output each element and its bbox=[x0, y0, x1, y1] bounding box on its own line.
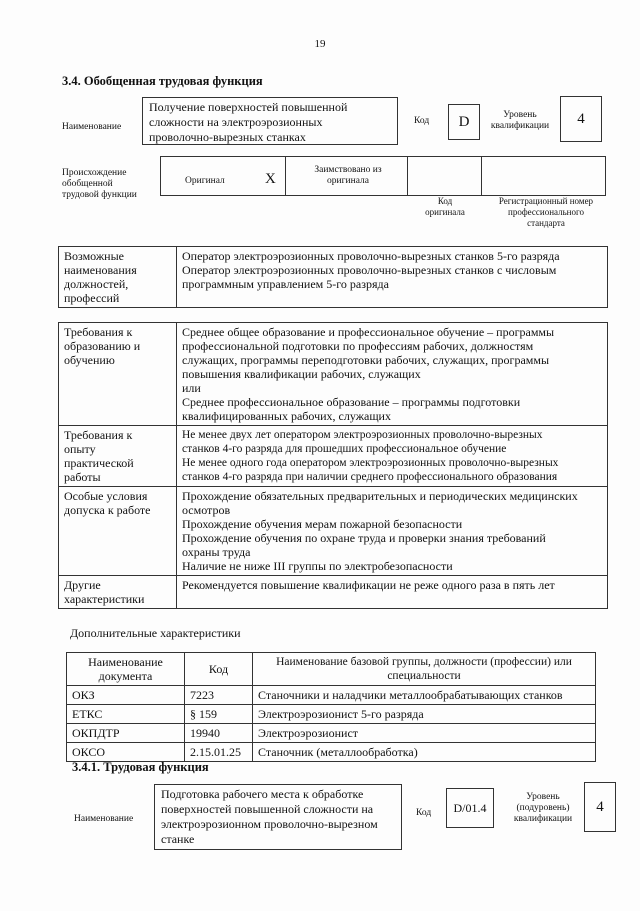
value-line: Прохождение обучения по охране труда и проверки знания требований bbox=[182, 531, 546, 545]
caption-line: оригинала bbox=[425, 207, 465, 217]
level-label-line: Уровень bbox=[526, 792, 560, 802]
label-line: профессий bbox=[64, 291, 120, 305]
professions-table bbox=[58, 246, 608, 308]
label-line: Требования к bbox=[64, 325, 133, 339]
value-line: Оператор электроэрозионных проволочно-вырезных станков 5-го разряда bbox=[182, 249, 560, 263]
label-line: характеристики bbox=[64, 592, 145, 606]
value-line: Наличие не ниже III группы по электробезопасности bbox=[182, 559, 453, 573]
value-line: Среднее профессиональное образование – программы подготовки bbox=[182, 395, 521, 409]
education-label bbox=[59, 323, 177, 426]
value-line: станков 4-го разряда для прошедших профессиональное обучение bbox=[182, 443, 507, 455]
professions-label bbox=[59, 247, 177, 308]
label-line: образованию и bbox=[64, 339, 141, 353]
value-line: Прохождение обучения мерам пожарной безопасности bbox=[182, 517, 463, 531]
table-row bbox=[59, 247, 608, 308]
cell-code: 2.15.01.25 bbox=[185, 743, 253, 762]
level-value: 4 bbox=[584, 782, 616, 832]
code-original-caption bbox=[410, 196, 480, 218]
function-name-line: сложности на электроэрозионных bbox=[149, 115, 323, 129]
label-line: Требования к bbox=[64, 428, 133, 442]
caption-line: Код bbox=[437, 196, 453, 206]
cell-name: Электроэрозионист 5-го разряда bbox=[253, 705, 596, 724]
value-line: Не менее двух лет оператором электроэрозионных проволочно-вырезных bbox=[182, 429, 543, 441]
table-row bbox=[59, 323, 608, 426]
value-line: профессиональной подготовки по профессиям рабочих, должностям bbox=[182, 339, 534, 353]
admission-label bbox=[59, 487, 177, 576]
value-line: повышения квалификации рабочих, служащих bbox=[182, 367, 421, 381]
cell-name: Станочники и наладчики металлообрабатывающих станков bbox=[253, 686, 596, 705]
origin-label-line: обобщенной bbox=[62, 179, 113, 189]
origin-label bbox=[62, 168, 137, 201]
borrowed-label-line: оригинала bbox=[327, 176, 369, 186]
cell-doc: ОКСО bbox=[67, 743, 185, 762]
value-line: Прохождение обязательных предварительных и периодических медицинских bbox=[182, 489, 578, 503]
experience-value bbox=[177, 426, 608, 487]
code-value: D bbox=[448, 104, 480, 140]
level-label-line: (подуровень) bbox=[516, 803, 570, 813]
name-label: Наименование bbox=[74, 814, 134, 824]
value-line: Среднее общее образование и профессиональное обучение – программы bbox=[182, 325, 555, 339]
education-value bbox=[177, 323, 608, 426]
value-line: Не менее одного года оператором электроэрозионных проволочно-вырезных bbox=[182, 457, 559, 469]
code-value: D/01.4 bbox=[446, 788, 494, 828]
value-line: программным управлением 5-го разряда bbox=[182, 277, 389, 291]
level-label-line: квалификации bbox=[513, 814, 573, 824]
function-name-line: поверхностей повышенной сложности на bbox=[161, 802, 374, 816]
original-label: Оригинал bbox=[185, 176, 225, 186]
header-doc bbox=[67, 653, 185, 686]
label-line: Возможные bbox=[64, 249, 124, 263]
labor-function-name-box bbox=[154, 784, 402, 850]
value-line: станков 4-го разряда при наличии среднего профессионального образования bbox=[182, 471, 558, 483]
code-label: Код bbox=[414, 116, 430, 126]
label-line: наименования bbox=[64, 263, 137, 277]
value-line: охраны труда bbox=[182, 545, 251, 559]
label-line: Особые условия bbox=[64, 489, 148, 503]
page-number: 19 bbox=[314, 38, 326, 50]
header-line: Наименование bbox=[88, 655, 163, 669]
label-line: обучению bbox=[64, 353, 115, 367]
table-row bbox=[59, 426, 608, 487]
label-line: практической bbox=[64, 456, 134, 470]
requirements-table bbox=[58, 322, 608, 609]
label-line: должностей, bbox=[64, 277, 129, 291]
header-name bbox=[253, 653, 596, 686]
origin-label-line: Происхождение bbox=[62, 168, 127, 178]
cell-code: 19940 bbox=[185, 724, 253, 743]
value-line: или bbox=[182, 381, 201, 395]
table-row bbox=[67, 686, 596, 705]
caption-line: профессионального bbox=[508, 207, 584, 217]
label-line: опыту bbox=[64, 442, 96, 456]
additional-table bbox=[66, 652, 596, 762]
value-line: квалифицированных рабочих, служащих bbox=[182, 409, 391, 423]
table-row bbox=[67, 724, 596, 743]
label-line: Другие bbox=[64, 578, 101, 592]
name-label: Наименование bbox=[62, 122, 122, 132]
function-name-box bbox=[142, 97, 398, 145]
subsection-heading: 3.4.1. Трудовая функция bbox=[72, 760, 209, 774]
cell-code: § 159 bbox=[185, 705, 253, 724]
function-name-line: проволочно-вырезных станках bbox=[149, 130, 306, 144]
section-heading: 3.4. Обобщенная трудовая функция bbox=[62, 74, 263, 88]
function-name-line: электроэрозионном проволочно-вырезном bbox=[161, 817, 378, 831]
experience-label bbox=[59, 426, 177, 487]
value-line: служащих, программы переподготовки рабочих, служащих, программы bbox=[182, 353, 550, 367]
divider bbox=[481, 157, 482, 195]
reg-number-caption bbox=[484, 196, 608, 229]
level-label-line: Уровень bbox=[503, 110, 537, 120]
cell-doc: ЕТКС bbox=[67, 705, 185, 724]
value-line: Оператор электроэрозионных проволочно-вырезных станков с числовым bbox=[182, 263, 557, 277]
function-name-line: Подготовка рабочего места к обработке bbox=[161, 787, 364, 801]
table-row bbox=[67, 743, 596, 762]
header-line: Наименование базовой группы, должности (профессии) или bbox=[276, 656, 572, 668]
header-line: специальности bbox=[387, 670, 461, 682]
divider bbox=[285, 157, 286, 195]
table-row bbox=[59, 576, 608, 609]
label-line: работы bbox=[64, 470, 101, 484]
table-header-row bbox=[67, 653, 596, 686]
function-name-line: Получение поверхностей повышенной bbox=[149, 100, 348, 114]
other-value bbox=[177, 576, 608, 609]
professions-value bbox=[177, 247, 608, 308]
level-label-line: квалификации bbox=[490, 121, 550, 131]
table-row bbox=[67, 705, 596, 724]
label-line: допуска к работе bbox=[64, 503, 151, 517]
admission-value bbox=[177, 487, 608, 576]
code-label: Код bbox=[416, 808, 432, 818]
cell-name: Станочник (металлообработка) bbox=[253, 743, 596, 762]
cell-doc: ОКЗ bbox=[67, 686, 185, 705]
value-line: осмотров bbox=[182, 503, 231, 517]
origin-label-line: трудовой функции bbox=[62, 190, 137, 200]
table-row bbox=[59, 487, 608, 576]
additional-title: Дополнительные характеристики bbox=[70, 626, 241, 640]
borrowed-label-line: Заимствовано из bbox=[314, 165, 382, 175]
function-name-line: станке bbox=[161, 832, 195, 846]
divider bbox=[407, 157, 408, 195]
cell-doc: ОКПДТР bbox=[67, 724, 185, 743]
original-mark: X bbox=[265, 171, 276, 187]
level-label bbox=[484, 110, 556, 132]
header-code: Код bbox=[185, 653, 253, 686]
borrowed-label bbox=[289, 165, 407, 187]
cell-name: Электроэрозионист bbox=[253, 724, 596, 743]
level-label bbox=[506, 792, 580, 825]
value-line: Рекомендуется повышение квалификации не реже одного раза в пять лет bbox=[182, 578, 555, 592]
header-line: документа bbox=[98, 669, 153, 683]
other-label bbox=[59, 576, 177, 609]
cell-code: 7223 bbox=[185, 686, 253, 705]
origin-table bbox=[160, 156, 606, 196]
level-value: 4 bbox=[560, 96, 602, 142]
caption-line: стандарта bbox=[527, 218, 565, 228]
caption-line: Регистрационный номер bbox=[498, 196, 594, 206]
